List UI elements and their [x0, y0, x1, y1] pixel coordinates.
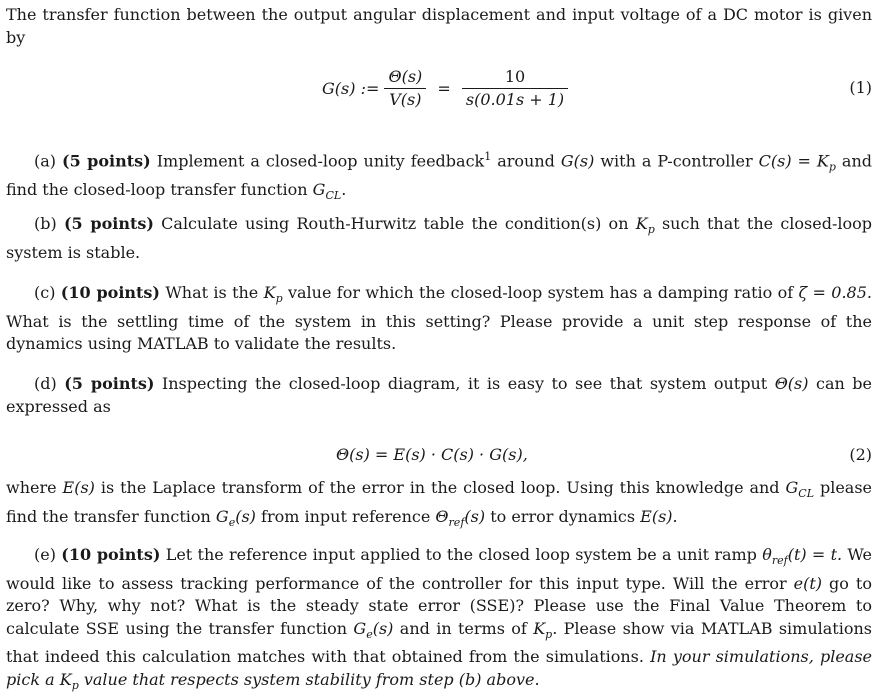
part-a-text-1: Implement a closed-loop unity feedback [156, 151, 485, 171]
part-d2-theta-ref-arg: (s) [464, 506, 486, 526]
part-e-line-6a: pick a [6, 669, 55, 689]
part-d2-es: E(s) [62, 478, 95, 497]
part-e-kp-sub: p [545, 627, 553, 641]
part-b-line-2: system is stable. [6, 242, 141, 262]
part-d2-gcl: G [785, 478, 799, 497]
eq1-equals: = [437, 79, 451, 98]
part-e-ge-arg: (s) [372, 618, 394, 638]
part-e-theta-ref-sub: ref [771, 554, 788, 568]
eq1-fraction-2 [462, 66, 568, 111]
part-b-text-2: such that the closed-loop [661, 214, 872, 233]
part-e-ge-sub: e [366, 627, 373, 641]
intro-line-1: The transfer function between the output angular displacement and input voltage of a DC motor is given [6, 5, 872, 24]
part-e-kp-2-sub: p [71, 679, 79, 693]
part-a-g: G(s) [560, 151, 595, 171]
part-a-points: (5 points) [62, 151, 151, 171]
part-e-line-4b: and in terms of [399, 618, 527, 638]
part-c-text-1: What is the [165, 283, 259, 302]
part-e-line-6b: value that respects system stability from step (b) above. [83, 669, 540, 689]
part-d2-ge: G [215, 506, 229, 526]
part-a-gcl-sub: CL [325, 189, 342, 203]
eq1-frac2-num: 10 [462, 66, 568, 89]
part-c-kp-sub: p [275, 292, 283, 306]
part-d-points: (5 points) [64, 374, 155, 393]
part-a-text-4: and [841, 151, 873, 171]
part-e-points: (10 points) [61, 545, 161, 564]
part-b-kp: K [635, 214, 648, 233]
part-a-controller: C(s) = K [758, 151, 829, 171]
part-e-line-2b: go [829, 573, 849, 593]
part-d2-text-4: from input reference [261, 506, 431, 526]
part-d2-line-2: find the transfer function [6, 506, 211, 526]
eq1-frac2-den: s(0.01s + 1) [465, 90, 565, 109]
part-a-text-2: around [497, 151, 555, 171]
eq1-fraction-1 [384, 66, 426, 111]
part-d [6, 373, 872, 418]
part-c-text-2: value for which the closed-loop system has a damping ratio of [287, 283, 794, 302]
part-c-line-2: What is the settling time of the system in this setting? Please provide a unit step response of the dynamics [6, 311, 872, 354]
part-e-theta-ref: θ [762, 545, 772, 564]
equation-1-body [322, 66, 568, 111]
part-d2-theta-ref-sub: ref [448, 515, 465, 529]
part-d2-ge-sub: e [228, 515, 236, 529]
part-a-gcl: G [312, 180, 326, 200]
part-e-line-4a: calculate SSE using the transfer function [6, 618, 348, 638]
part-d2-text-3: please [819, 478, 872, 497]
part-c-zeta: ζ = 0.85. [798, 283, 872, 302]
part-e [6, 544, 872, 698]
part-b [6, 213, 872, 264]
part-d-line-2: expressed as [6, 396, 111, 416]
part-a-text-3: with a P-controller [600, 151, 753, 171]
part-d2-theta-ref: Θ [435, 506, 449, 526]
part-d-continued [6, 477, 872, 534]
part-b-text-1: Calculate using Routh-Hurwitz table the condition(s) on [161, 214, 629, 233]
part-d2-text-5: to error dynamics [490, 506, 636, 526]
part-d-theta: Θ(s) [774, 374, 809, 393]
part-e-line-5a: that indeed this calculation matches with that obtained from the simulations. [6, 647, 644, 667]
part-c-kp: K [263, 283, 276, 302]
part-e-ge: G [353, 618, 367, 638]
part-e-line-5b: In your simulations, please [650, 647, 873, 667]
eq1-lhs: G(s) := [322, 79, 380, 98]
part-d-label: (d) [34, 374, 57, 393]
part-e-kp-2: K [59, 669, 72, 689]
part-d2-es-2: E(s). [640, 506, 678, 526]
part-b-label: (b) [34, 214, 57, 233]
part-e-theta-ref-rest: (t) = t. [787, 545, 843, 564]
part-c [6, 282, 872, 356]
part-a-controller-sub: p [828, 160, 836, 174]
part-d2-text-1: where [6, 478, 57, 497]
part-b-points: (5 points) [63, 214, 154, 233]
part-e-line-3: to zero? Why, why not? What is the steady state error (SSE)? Please use the Final Value Theorem to [6, 573, 872, 616]
part-e-label: (e) [34, 545, 56, 564]
intro-paragraph [6, 4, 872, 49]
equation-1-number: (1) [849, 78, 872, 97]
part-d-text-1: Inspecting the closed-loop diagram, it is easy to see that system output [161, 374, 768, 393]
part-a-period: . [341, 180, 347, 200]
part-e-line-2a: We would like to assess tracking performance of the controller for this input type. Will the error [6, 545, 873, 593]
intro-line-2: by [6, 27, 26, 47]
part-a [6, 146, 872, 208]
part-d2-gcl-sub: CL [798, 487, 815, 501]
part-c-line-3: using MATLAB to validate the results. [87, 334, 397, 354]
part-e-et: e(t) [793, 573, 823, 593]
part-c-label: (c) [34, 283, 56, 302]
part-e-line-4c: . Please show via MATLAB simulations [552, 618, 872, 638]
eq1-frac1-num: Θ(s) [384, 66, 426, 89]
eq2-expression: Θ(s) = E(s) · C(s) · G(s), [336, 445, 528, 464]
part-d2-ge-arg: (s) [235, 506, 256, 526]
part-d2-text-2: is the Laplace transform of the error in the closed loop. Using this knowledge and [100, 478, 780, 497]
part-d-text-2: can be [815, 374, 872, 393]
footnote-marker: 1 [484, 150, 492, 163]
part-a-line-2: find the closed-loop transfer function [6, 180, 308, 200]
part-e-kp: K [533, 618, 546, 638]
part-a-label: (a) [34, 151, 57, 171]
part-c-points: (10 points) [60, 283, 160, 302]
part-e-text-1: Let the reference input applied to the closed loop system be a unit ramp [165, 545, 757, 564]
eq1-frac1-den: V(s) [389, 90, 422, 109]
equation-2-number: (2) [849, 445, 872, 464]
part-b-kp-sub: p [647, 223, 655, 237]
